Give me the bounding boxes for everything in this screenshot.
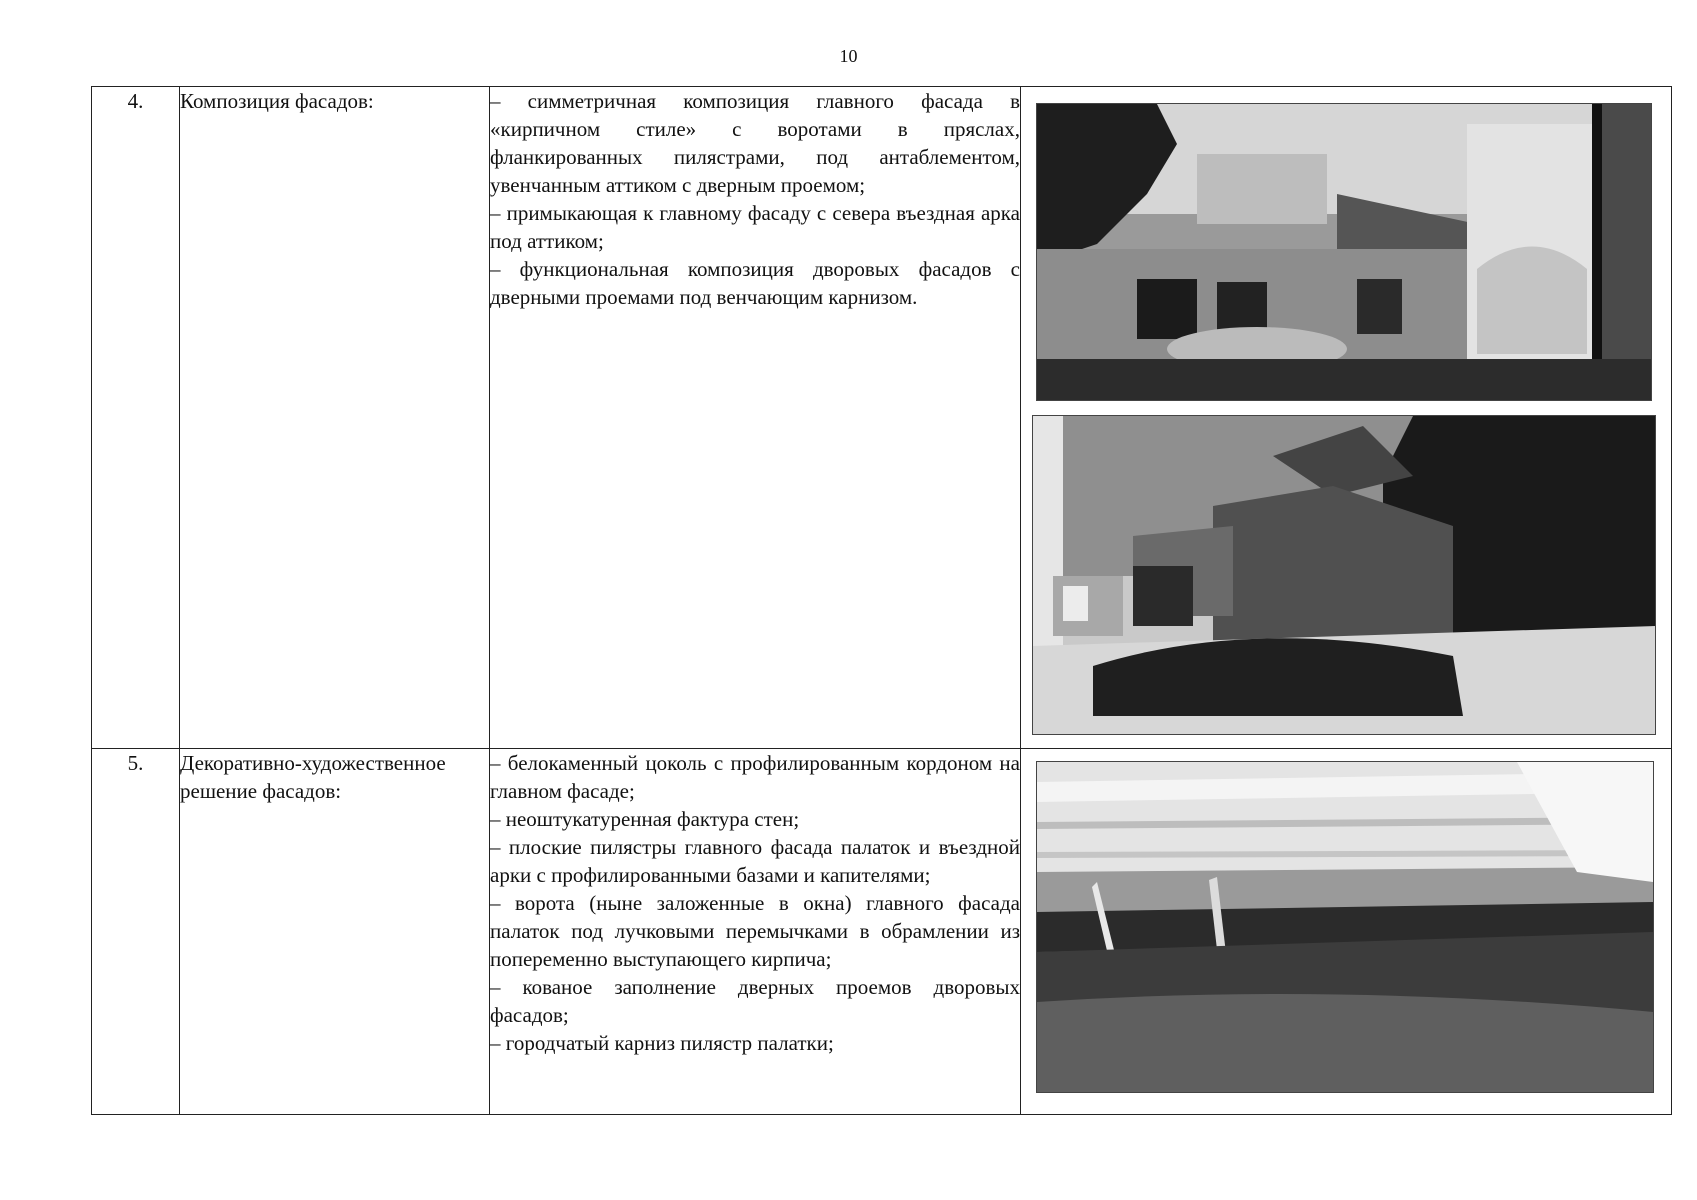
description-item: – белокаменный цоколь с профилированным кордоном на главном фасаде;	[490, 751, 1020, 803]
photo-cell	[1021, 87, 1672, 749]
row-description	[490, 749, 1021, 1115]
facade-photo	[1036, 103, 1652, 401]
description-item: – городчатый карниз пилястр палатки;	[490, 1031, 834, 1055]
page-number: 10	[839, 46, 858, 66]
photo-cell	[1021, 749, 1672, 1115]
heritage-table	[91, 86, 1672, 1115]
description-item: – функциональная композиция дворовых фасадов с дверными проемами под венчающим карнизом.	[490, 257, 1020, 309]
row-number: 4.	[92, 87, 180, 749]
description-item: – примыкающая к главному фасаду с севера въездная арка под аттиком;	[490, 201, 1020, 253]
description-item: – симметричная композиция главного фасада в «кирпичном стиле» с воротами в пряслах, фланкированных пилястрами, под антаблементом, увенчанным аттиком с дверным проемом;	[490, 89, 1020, 197]
description-item: – неоштукатуренная фактура стен;	[490, 807, 800, 831]
table-row	[92, 749, 1672, 1115]
table-row	[92, 87, 1672, 749]
plinth-photo	[1036, 761, 1654, 1093]
description-item: – ворота (ныне заложенные в окна) главного фасада палаток под лучковыми перемычками в обрамлении из попеременно выступающего кирпича;	[490, 891, 1020, 971]
row-name: Композиция фасадов:	[180, 87, 490, 749]
row-description	[490, 87, 1021, 749]
description-item: – кованое заполнение дверных проемов дворовых фасадов;	[490, 975, 1020, 1027]
courtyard-photo	[1032, 415, 1656, 735]
row-number: 5.	[92, 749, 180, 1115]
row-name: Декоративно-художественное решение фасадов:	[180, 749, 490, 1115]
description-item: – плоские пилястры главного фасада палаток и въездной арки с профилированными базами и капителями;	[490, 835, 1020, 887]
